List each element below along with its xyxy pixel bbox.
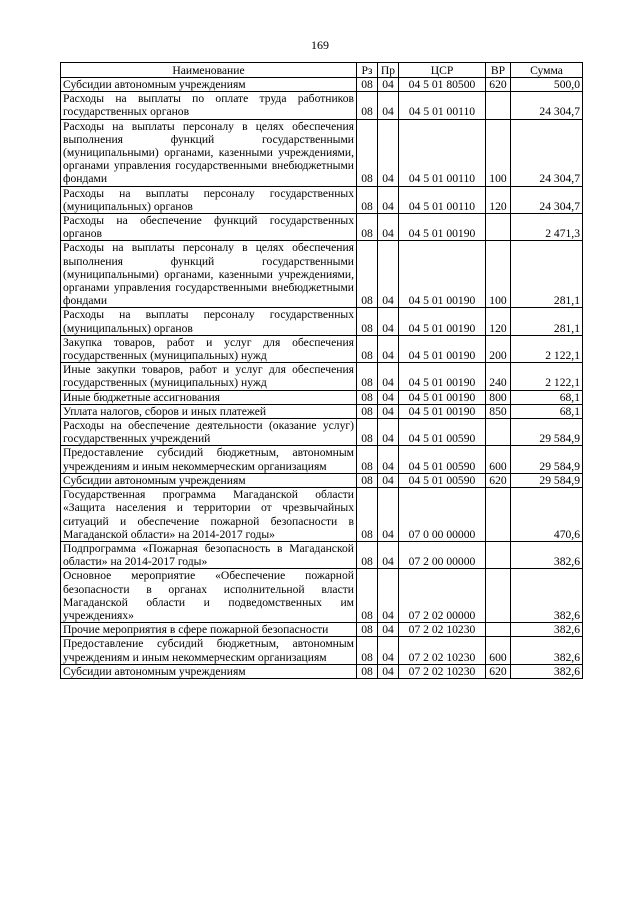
pr-cell: 04 bbox=[378, 637, 399, 664]
table-row bbox=[61, 488, 583, 542]
column-header-vr: ВР bbox=[486, 63, 511, 78]
rz-cell: 08 bbox=[357, 241, 378, 308]
rz-cell: 08 bbox=[357, 404, 378, 418]
rz-cell: 08 bbox=[357, 637, 378, 664]
table-row bbox=[61, 308, 583, 335]
column-header-sum: Сумма bbox=[511, 63, 583, 78]
csr-cell: 04 5 01 00190 bbox=[399, 241, 486, 308]
rz-cell: 08 bbox=[357, 363, 378, 390]
table-row bbox=[61, 473, 583, 487]
vr-cell: 800 bbox=[486, 390, 511, 404]
name-cell: Государственная программа Магаданской области «Защита населения и территории от чрезвычайных ситуаций и обеспечение пожарной безопасности в Магаданской области» на 2014-2017 годы» bbox=[61, 488, 357, 542]
sum-cell: 24 304,7 bbox=[511, 119, 583, 186]
vr-cell: 620 bbox=[486, 473, 511, 487]
vr-cell: 600 bbox=[486, 446, 511, 473]
name-cell: Расходы на обеспечение деятельности (оказание услуг) государственных учреждений bbox=[61, 419, 357, 446]
pr-cell: 04 bbox=[378, 308, 399, 335]
rz-cell: 08 bbox=[357, 419, 378, 446]
sum-cell: 382,6 bbox=[511, 637, 583, 664]
rz-cell: 08 bbox=[357, 308, 378, 335]
sum-cell: 24 304,7 bbox=[511, 186, 583, 213]
rz-cell: 08 bbox=[357, 623, 378, 637]
pr-cell: 04 bbox=[378, 419, 399, 446]
name-cell: Расходы на выплаты персоналу государственных (муниципальных) органов bbox=[61, 308, 357, 335]
vr-cell bbox=[486, 569, 511, 623]
csr-cell: 07 2 02 00000 bbox=[399, 569, 486, 623]
vr-cell: 620 bbox=[486, 664, 511, 678]
name-cell: Прочие мероприятия в сфере пожарной безопасности bbox=[61, 623, 357, 637]
table-row bbox=[61, 119, 583, 186]
table-row bbox=[61, 419, 583, 446]
vr-cell: 100 bbox=[486, 241, 511, 308]
vr-cell: 120 bbox=[486, 308, 511, 335]
sum-cell: 2 122,1 bbox=[511, 335, 583, 362]
name-cell: Расходы на выплаты по оплате труда работников государственных органов bbox=[61, 92, 357, 119]
name-cell: Расходы на выплаты персоналу государственных (муниципальных) органов bbox=[61, 186, 357, 213]
table-row bbox=[61, 335, 583, 362]
name-cell: Подпрограмма «Пожарная безопасность в Магаданской области» на 2014-2017 годы» bbox=[61, 541, 357, 568]
pr-cell: 04 bbox=[378, 473, 399, 487]
pr-cell: 04 bbox=[378, 569, 399, 623]
rz-cell: 08 bbox=[357, 390, 378, 404]
pr-cell: 04 bbox=[378, 446, 399, 473]
table-row bbox=[61, 78, 583, 92]
csr-cell: 04 5 01 00190 bbox=[399, 363, 486, 390]
rz-cell: 08 bbox=[357, 186, 378, 213]
table-row bbox=[61, 404, 583, 418]
column-header-pr: Пр bbox=[378, 63, 399, 78]
sum-cell: 68,1 bbox=[511, 404, 583, 418]
csr-cell: 04 5 01 00190 bbox=[399, 390, 486, 404]
csr-cell: 04 5 01 00590 bbox=[399, 473, 486, 487]
rz-cell: 08 bbox=[357, 664, 378, 678]
name-cell: Иные закупки товаров, работ и услуг для обеспечения государственных (муниципальных) нужд bbox=[61, 363, 357, 390]
pr-cell: 04 bbox=[378, 404, 399, 418]
pr-cell: 04 bbox=[378, 390, 399, 404]
rz-cell: 08 bbox=[357, 214, 378, 241]
vr-cell: 200 bbox=[486, 335, 511, 362]
sum-cell: 382,6 bbox=[511, 623, 583, 637]
sum-cell: 382,6 bbox=[511, 569, 583, 623]
pr-cell: 04 bbox=[378, 541, 399, 568]
table-header-row bbox=[61, 63, 583, 78]
table-row bbox=[61, 363, 583, 390]
csr-cell: 04 5 01 00190 bbox=[399, 335, 486, 362]
pr-cell: 04 bbox=[378, 92, 399, 119]
csr-cell: 04 5 01 00110 bbox=[399, 92, 486, 119]
pr-cell: 04 bbox=[378, 664, 399, 678]
name-cell: Субсидии автономным учреждениям bbox=[61, 473, 357, 487]
sum-cell: 382,6 bbox=[511, 541, 583, 568]
column-header-csr: ЦСР bbox=[399, 63, 486, 78]
table-row bbox=[61, 92, 583, 119]
rz-cell: 08 bbox=[357, 446, 378, 473]
rz-cell: 08 bbox=[357, 335, 378, 362]
vr-cell: 240 bbox=[486, 363, 511, 390]
name-cell: Расходы на выплаты персоналу в целях обеспечения выполнения функций государственными (муниципальными) органами, казенными учреждениями, органами управления государственными внебюджетными фондами bbox=[61, 241, 357, 308]
table-row bbox=[61, 186, 583, 213]
csr-cell: 07 2 02 10230 bbox=[399, 623, 486, 637]
sum-cell: 68,1 bbox=[511, 390, 583, 404]
column-header-name: Наименование bbox=[61, 63, 357, 78]
csr-cell: 07 0 00 00000 bbox=[399, 488, 486, 542]
csr-cell: 04 5 01 00190 bbox=[399, 214, 486, 241]
csr-cell: 07 2 02 10230 bbox=[399, 664, 486, 678]
table-row bbox=[61, 664, 583, 678]
rz-cell: 08 bbox=[357, 92, 378, 119]
name-cell: Предоставление субсидий бюджетным, автономным учреждениям и иным некоммерческим организациям bbox=[61, 446, 357, 473]
vr-cell bbox=[486, 419, 511, 446]
vr-cell bbox=[486, 541, 511, 568]
name-cell: Уплата налогов, сборов и иных платежей bbox=[61, 404, 357, 418]
vr-cell bbox=[486, 92, 511, 119]
table-row bbox=[61, 569, 583, 623]
sum-cell: 382,6 bbox=[511, 664, 583, 678]
csr-cell: 04 5 01 00110 bbox=[399, 119, 486, 186]
sum-cell: 29 584,9 bbox=[511, 446, 583, 473]
name-cell: Иные бюджетные ассигнования bbox=[61, 390, 357, 404]
rz-cell: 08 bbox=[357, 541, 378, 568]
pr-cell: 04 bbox=[378, 186, 399, 213]
sum-cell: 2 471,3 bbox=[511, 214, 583, 241]
rz-cell: 08 bbox=[357, 78, 378, 92]
pr-cell: 04 bbox=[378, 78, 399, 92]
table-row bbox=[61, 623, 583, 637]
page-number: 169 bbox=[311, 38, 329, 52]
name-cell: Предоставление субсидий бюджетным, автономным учреждениям и иным некоммерческим организациям bbox=[61, 637, 357, 664]
sum-cell: 281,1 bbox=[511, 241, 583, 308]
rz-cell: 08 bbox=[357, 119, 378, 186]
vr-cell bbox=[486, 214, 511, 241]
pr-cell: 04 bbox=[378, 363, 399, 390]
table-body bbox=[61, 78, 583, 679]
pr-cell: 04 bbox=[378, 119, 399, 186]
csr-cell: 07 2 02 10230 bbox=[399, 637, 486, 664]
name-cell: Расходы на выплаты персоналу в целях обеспечения выполнения функций государственными (муниципальными) органами, казенными учреждениями, органами управления государственными внебюджетными фондами bbox=[61, 119, 357, 186]
column-header-rz: Рз bbox=[357, 63, 378, 78]
rz-cell: 08 bbox=[357, 569, 378, 623]
name-cell: Закупка товаров, работ и услуг для обеспечения государственных (муниципальных) нужд bbox=[61, 335, 357, 362]
vr-cell: 120 bbox=[486, 186, 511, 213]
pr-cell: 04 bbox=[378, 241, 399, 308]
csr-cell: 04 5 01 80500 bbox=[399, 78, 486, 92]
table-row bbox=[61, 446, 583, 473]
pr-cell: 04 bbox=[378, 214, 399, 241]
rz-cell: 08 bbox=[357, 488, 378, 542]
sum-cell: 470,6 bbox=[511, 488, 583, 542]
sum-cell: 281,1 bbox=[511, 308, 583, 335]
rz-cell: 08 bbox=[357, 473, 378, 487]
name-cell: Основное мероприятие «Обеспечение пожарной безопасности в органах исполнительной власти Магаданской области и подведомственных им учреждениях» bbox=[61, 569, 357, 623]
pr-cell: 04 bbox=[378, 335, 399, 362]
csr-cell: 07 2 00 00000 bbox=[399, 541, 486, 568]
csr-cell: 04 5 01 00590 bbox=[399, 419, 486, 446]
vr-cell: 600 bbox=[486, 637, 511, 664]
sum-cell: 500,0 bbox=[511, 78, 583, 92]
csr-cell: 04 5 01 00590 bbox=[399, 446, 486, 473]
table-row bbox=[61, 637, 583, 664]
vr-cell: 850 bbox=[486, 404, 511, 418]
pr-cell: 04 bbox=[378, 623, 399, 637]
csr-cell: 04 5 01 00190 bbox=[399, 404, 486, 418]
table-row bbox=[61, 541, 583, 568]
name-cell: Субсидии автономным учреждениям bbox=[61, 664, 357, 678]
vr-cell bbox=[486, 623, 511, 637]
csr-cell: 04 5 01 00190 bbox=[399, 308, 486, 335]
vr-cell bbox=[486, 488, 511, 542]
sum-cell: 29 584,9 bbox=[511, 419, 583, 446]
sum-cell: 29 584,9 bbox=[511, 473, 583, 487]
budget-table bbox=[60, 62, 583, 679]
sum-cell: 24 304,7 bbox=[511, 92, 583, 119]
vr-cell: 620 bbox=[486, 78, 511, 92]
name-cell: Расходы на обеспечение функций государственных органов bbox=[61, 214, 357, 241]
table-row bbox=[61, 241, 583, 308]
sum-cell: 2 122,1 bbox=[511, 363, 583, 390]
pr-cell: 04 bbox=[378, 488, 399, 542]
name-cell: Субсидии автономным учреждениям bbox=[61, 78, 357, 92]
vr-cell: 100 bbox=[486, 119, 511, 186]
table-row bbox=[61, 390, 583, 404]
table-row bbox=[61, 214, 583, 241]
csr-cell: 04 5 01 00110 bbox=[399, 186, 486, 213]
